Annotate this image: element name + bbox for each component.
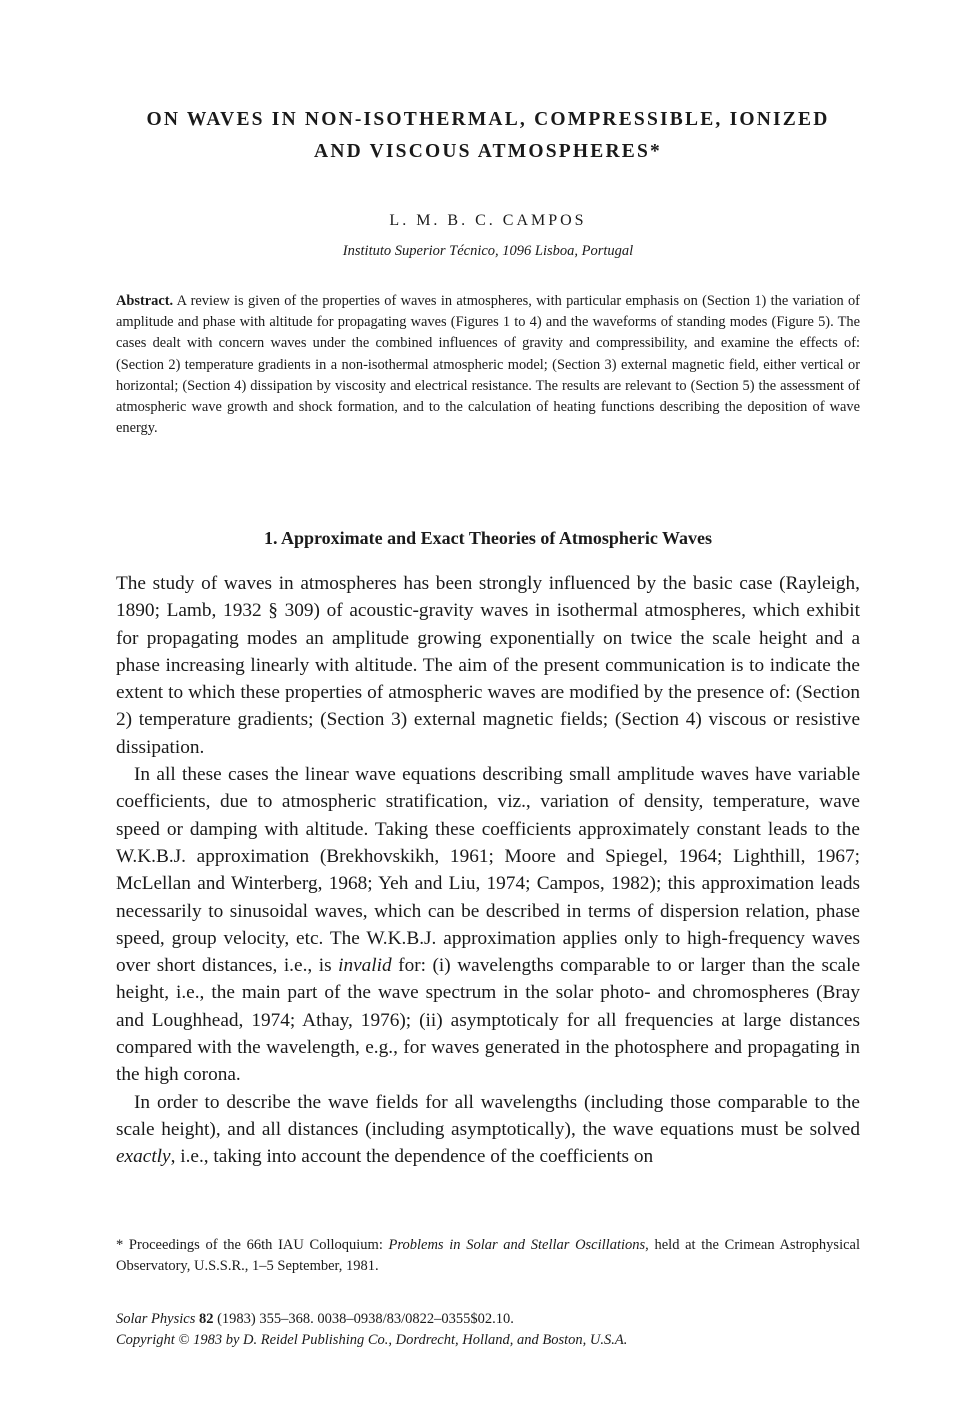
footnote — [116, 1235, 860, 1277]
paragraph-2-emphasis: invalid — [338, 955, 392, 977]
title-line-1: ON WAVES IN NON-ISOTHERMAL, COMPRESSIBLE, IONIZED — [146, 109, 830, 130]
footnote-part-a: * Proceedings of the 66th IAU Colloquium: — [116, 1237, 383, 1253]
paragraph-3-emphasis: exactly — [116, 1146, 171, 1168]
paragraph-2-part-b: for: (i) wavelengths comparable to or larger than the scale height, i.e., the main part of the wave spectrum in the solar photo- and chromospheres (Bray and Loughhead, 1974; Athay, 1976); (ii) asymptoticaly for all frequencies at large distances compared with the wavelength, e.g., for waves generated in the photosphere and propagating in the high corona. — [116, 955, 861, 1086]
journal-info — [116, 1309, 860, 1351]
journal-name: Solar Physics — [116, 1311, 196, 1327]
body-text — [116, 570, 860, 1171]
paragraph-3-part-a: In order to describe the wave fields for all wavelengths (including those comparable to the scale height), and all distances (including asymptotically), the wave equations must be solved — [116, 1091, 860, 1140]
journal-pages: (1983) 355–368. 0038–0938/83/0822–0355$02.10. — [217, 1311, 514, 1327]
journal-citation — [116, 1309, 860, 1330]
abstract-text: A review is given of the properties of waves in atmospheres, with particular emphasis on (Section 1) the variation of amplitude and phase with altitude for propagating waves (Figures 1 to 4) and the waveforms of standing modes (Figure 5). The cases dealt with concern waves under the combined influences of gravity and compressibility, and examine the effects of: (Section 2) temperature gradients in a non-isothermal atmospheric model; (Section 3) external magnetic field, either vertical or horizontal; (Section 4) dissipation by viscosity and electrical resistance. The results are relevant to (Section 5) the assessment of atmospheric wave growth and shock formation, and to the calculation of heating functions describing the deposition of wave energy. — [116, 293, 860, 437]
abstract — [116, 291, 860, 439]
paragraph-1: The study of waves in atmospheres has been strongly influenced by the basic case (Rayleigh, 1890; Lamb, 1932 § 309) of acoustic-gravity waves in isothermal atmospheres, which exhibit for propagating modes an amplitude growing exponentially on twice the scale height and a phase increasing linearly with altitude. The aim of the present communication is to indicate the extent to which these properties of atmospheric waves are modified by the presence of: (Section 2) temperature gradients; (Section 3) external magnetic fields; (Section 4) viscous or resistive dissipation. — [116, 573, 860, 758]
section-heading: 1. Approximate and Exact Theories of Atmospheric Waves — [263, 528, 712, 548]
paragraph-2 — [116, 761, 860, 1089]
paragraph-2-part-a: In all these cases the linear wave equations describing small amplitude waves have variable coefficients, due to atmospheric stratification, viz., variation of density, temperature, wave speed or damping with altitude. Taking these coefficients approximately constant leads to the W.K.B.J. approximation (Brekhovskikh, 1961; Moore and Spiegel, 1964; Lighthill, 1967; McLellan and Winterberg, 1968; Yeh and Liu, 1974; Campos, 1982); this approximation leads necessarily to sinusoidal waves, which can be described in terms of dispersion relation, phase speed, group velocity, etc. The W.K.B.J. approximation applies only to high-frequency waves over short distances, i.e., is — [116, 764, 860, 977]
paragraph-3 — [116, 1089, 860, 1171]
title-line-2: AND VISCOUS ATMOSPHERES* — [314, 141, 662, 162]
footnote-part-b: , held at the Crimean Astrophysical Observatory, U.S.S.R., 1–5 September, 1981. — [116, 1237, 860, 1274]
journal-volume: 82 — [198, 1311, 214, 1327]
footnote-emphasis: Problems in Solar and Stellar Oscillations — [388, 1237, 646, 1253]
copyright-line: Copyright © 1983 by D. Reidel Publishing Co., Dordrecht, Holland, and Boston, U.S.A. — [116, 1332, 628, 1348]
author-name: L. M. B. C. CAMPOS — [389, 212, 587, 229]
paper-title — [90, 104, 886, 168]
author-affiliation: Instituto Superior Técnico, 1096 Lisboa, Portugal — [342, 243, 634, 259]
abstract-label: Abstract. — [116, 293, 174, 309]
paragraph-3-part-b: , i.e., taking into account the dependence of the coefficients on — [170, 1146, 654, 1168]
